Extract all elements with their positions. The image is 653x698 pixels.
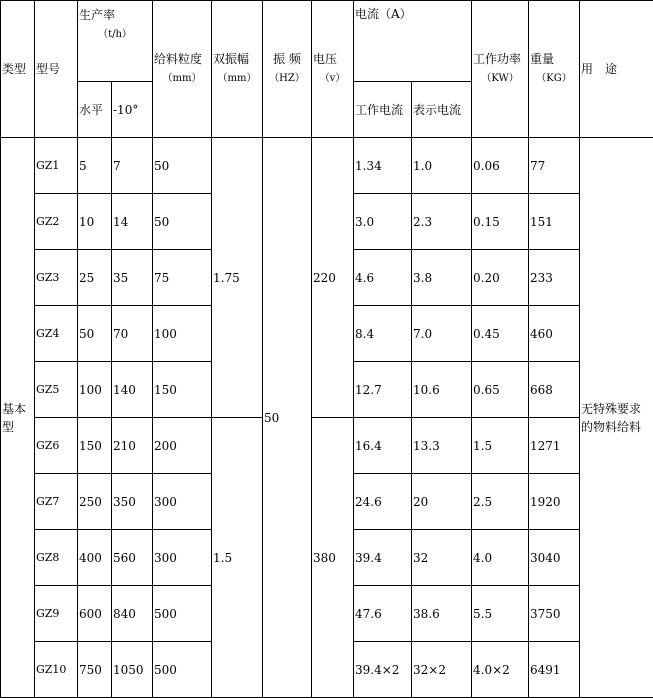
feed-size-cell: 75 <box>153 250 212 306</box>
model-cell: GZ10 <box>35 642 78 698</box>
weight-cell: 3040 <box>529 530 580 586</box>
header-weight-unit: （KG） <box>530 69 578 89</box>
power-cell: 2.5 <box>472 474 529 530</box>
header-feed-size-unit: （mm） <box>154 69 210 89</box>
weight-cell: 151 <box>529 194 580 250</box>
power-cell: 0.65 <box>472 362 529 418</box>
header-productivity <box>78 1 153 82</box>
model-cell: GZ5 <box>35 362 78 418</box>
type-cell: 基本型 <box>1 138 35 698</box>
model-cell: GZ6 <box>35 418 78 474</box>
header-amplitude <box>212 1 263 138</box>
display-current-cell: 20 <box>412 474 472 530</box>
display-current-cell: 32×2 <box>412 642 472 698</box>
weight-cell: 3750 <box>529 586 580 642</box>
header-type: 类型 <box>1 1 35 138</box>
display-current-cell: 32 <box>412 530 472 586</box>
header-amplitude-label: 双振幅 <box>213 49 261 69</box>
model-cell: GZ2 <box>35 194 78 250</box>
header-amplitude-unit: （mm） <box>213 69 261 89</box>
power-cell: 0.06 <box>472 138 529 194</box>
horizontal-cell: 250 <box>78 474 112 530</box>
header-display-current: 表示电流 <box>412 82 472 138</box>
model-cell: GZ7 <box>35 474 78 530</box>
feed-size-cell: 150 <box>153 362 212 418</box>
header-frequency-unit: （HZ） <box>264 69 310 89</box>
power-cell: 0.45 <box>472 306 529 362</box>
horizontal-cell: 5 <box>78 138 112 194</box>
display-current-cell: 1.0 <box>412 138 472 194</box>
feed-size-cell: 50 <box>153 138 212 194</box>
display-current-cell: 10.6 <box>412 362 472 418</box>
feed-size-cell: 500 <box>153 586 212 642</box>
header-productivity-label: 生产率 <box>79 5 151 25</box>
header-power <box>472 1 529 138</box>
header-current: 电流（A） <box>354 1 472 82</box>
model-cell: GZ9 <box>35 586 78 642</box>
horizontal-cell: 400 <box>78 530 112 586</box>
display-current-cell: 38.6 <box>412 586 472 642</box>
feed-size-cell: 200 <box>153 418 212 474</box>
header-voltage-unit: （v） <box>313 69 352 89</box>
header-incline: -10° <box>112 82 153 138</box>
header-weight <box>529 1 580 138</box>
frequency-cell: 50 <box>263 138 312 698</box>
power-cell: 1.5 <box>472 418 529 474</box>
incline-cell: 140 <box>112 362 153 418</box>
model-cell: GZ1 <box>35 138 78 194</box>
header-row-1 <box>1 1 653 82</box>
weight-cell: 233 <box>529 250 580 306</box>
working-current-cell: 16.4 <box>354 418 412 474</box>
horizontal-cell: 10 <box>78 194 112 250</box>
weight-cell: 77 <box>529 138 580 194</box>
model-cell: GZ4 <box>35 306 78 362</box>
working-current-cell: 12.7 <box>354 362 412 418</box>
weight-cell: 1271 <box>529 418 580 474</box>
usage-cell: 无特殊要求的物料给料 <box>580 138 653 698</box>
power-cell: 5.5 <box>472 586 529 642</box>
header-frequency <box>263 1 312 138</box>
horizontal-cell: 750 <box>78 642 112 698</box>
header-feed-size <box>153 1 212 138</box>
table-body <box>1 1 653 698</box>
header-voltage-label: 电压 <box>313 49 352 69</box>
header-frequency-label: 振 频 <box>264 49 310 69</box>
header-feed-size-label: 给料粒度 <box>154 49 210 69</box>
header-productivity-unit: （t/h） <box>79 25 151 45</box>
header-power-label: 工作功率 <box>473 49 527 69</box>
power-cell: 4.0 <box>472 530 529 586</box>
weight-cell: 6491 <box>529 642 580 698</box>
incline-cell: 70 <box>112 306 153 362</box>
header-model: 型号 <box>35 1 78 138</box>
power-cell: 4.0×2 <box>472 642 529 698</box>
table-row <box>1 138 653 194</box>
header-usage: 用 途 <box>580 1 653 138</box>
feed-size-cell: 100 <box>153 306 212 362</box>
working-current-cell: 39.4×2 <box>354 642 412 698</box>
incline-cell: 350 <box>112 474 153 530</box>
horizontal-cell: 150 <box>78 418 112 474</box>
working-current-cell: 1.34 <box>354 138 412 194</box>
amplitude-cell: 1.5 <box>212 418 263 698</box>
header-horizontal: 水平 <box>78 82 112 138</box>
feed-size-cell: 50 <box>153 194 212 250</box>
horizontal-cell: 25 <box>78 250 112 306</box>
working-current-cell: 8.4 <box>354 306 412 362</box>
voltage-cell: 220 <box>312 138 354 418</box>
weight-cell: 1920 <box>529 474 580 530</box>
horizontal-cell: 50 <box>78 306 112 362</box>
header-weight-label: 重量 <box>530 49 578 69</box>
feed-size-cell: 300 <box>153 530 212 586</box>
incline-cell: 840 <box>112 586 153 642</box>
display-current-cell: 13.3 <box>412 418 472 474</box>
display-current-cell: 2.3 <box>412 194 472 250</box>
weight-cell: 668 <box>529 362 580 418</box>
header-power-unit: （KW） <box>473 69 527 89</box>
voltage-cell: 380 <box>312 418 354 698</box>
feed-size-cell: 300 <box>153 474 212 530</box>
working-current-cell: 3.0 <box>354 194 412 250</box>
working-current-cell: 24.6 <box>354 474 412 530</box>
power-cell: 0.20 <box>472 250 529 306</box>
display-current-cell: 3.8 <box>412 250 472 306</box>
incline-cell: 35 <box>112 250 153 306</box>
model-cell: GZ8 <box>35 530 78 586</box>
weight-cell: 460 <box>529 306 580 362</box>
header-voltage <box>312 1 354 138</box>
power-cell: 0.15 <box>472 194 529 250</box>
table-row <box>1 418 653 474</box>
horizontal-cell: 100 <box>78 362 112 418</box>
header-working-current: 工作电流 <box>354 82 412 138</box>
working-current-cell: 47.6 <box>354 586 412 642</box>
incline-cell: 560 <box>112 530 153 586</box>
incline-cell: 210 <box>112 418 153 474</box>
working-current-cell: 39.4 <box>354 530 412 586</box>
feed-size-cell: 500 <box>153 642 212 698</box>
amplitude-cell: 1.75 <box>212 138 263 418</box>
incline-cell: 7 <box>112 138 153 194</box>
horizontal-cell: 600 <box>78 586 112 642</box>
display-current-cell: 7.0 <box>412 306 472 362</box>
incline-cell: 14 <box>112 194 153 250</box>
incline-cell: 1050 <box>112 642 153 698</box>
working-current-cell: 4.6 <box>354 250 412 306</box>
model-cell: GZ3 <box>35 250 78 306</box>
